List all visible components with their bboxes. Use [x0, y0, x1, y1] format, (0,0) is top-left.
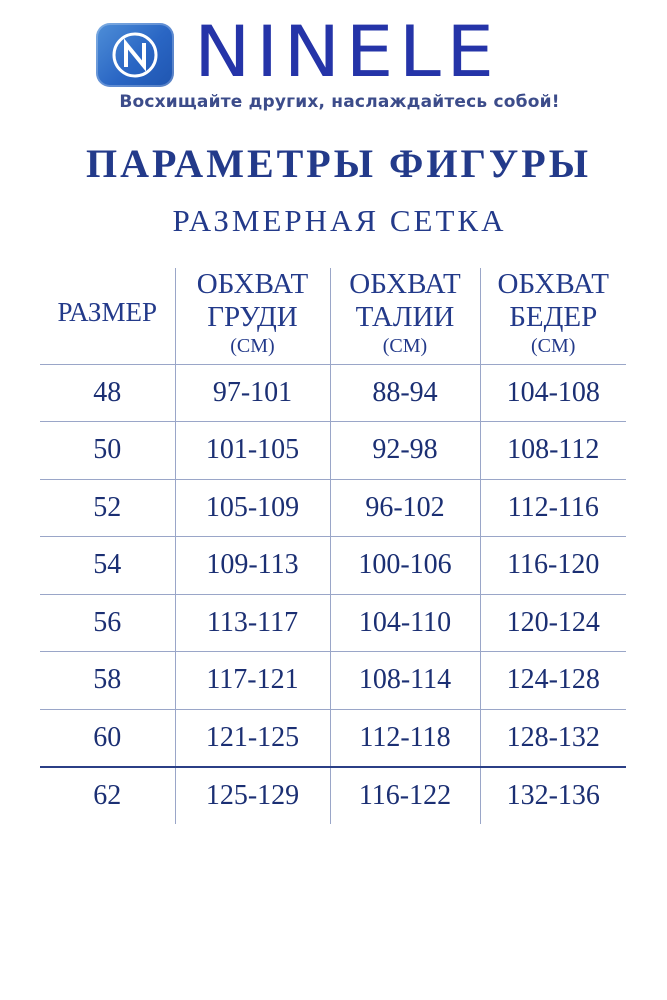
chest-column-header — [175, 268, 330, 364]
waist-cell: 92-98 — [330, 422, 480, 480]
header-line: ОБХВАТ — [196, 268, 309, 300]
hips-column-header — [480, 268, 626, 364]
waist-cell: 88-94 — [330, 364, 480, 422]
header-line: ОБХВАТ — [497, 268, 609, 300]
table-row — [40, 537, 626, 595]
brand-name: NINELE — [194, 11, 500, 93]
table-row — [40, 479, 626, 537]
hips-cell: 112-116 — [480, 479, 626, 537]
size-cell: 56 — [40, 594, 175, 652]
size-cell: 50 — [40, 422, 175, 480]
header-unit: (СМ) — [382, 335, 428, 357]
chest-cell: 109-113 — [175, 537, 330, 595]
table-row — [40, 364, 626, 422]
table-row — [40, 652, 626, 710]
table-row — [40, 767, 626, 825]
hips-cell: 104-108 — [480, 364, 626, 422]
size-cell: 60 — [40, 709, 175, 767]
hips-cell: 132-136 — [480, 767, 626, 825]
table-row — [40, 422, 626, 480]
brand-header — [96, 11, 586, 93]
page-subtitle: РАЗМЕРНАЯ СЕТКА — [172, 203, 507, 238]
chest-cell: 97-101 — [175, 364, 330, 422]
header-line: БЕДЕР — [509, 301, 598, 333]
waist-cell: 96-102 — [330, 479, 480, 537]
chest-cell: 125-129 — [175, 767, 330, 825]
chest-cell: 105-109 — [175, 479, 330, 537]
size-cell: 48 — [40, 364, 175, 422]
waist-cell: 112-118 — [330, 709, 480, 767]
size-cell: 52 — [40, 479, 175, 537]
brand-logo-icon — [96, 23, 174, 87]
size-cell: 62 — [40, 767, 175, 825]
hips-cell: 120-124 — [480, 594, 626, 652]
header-unit: (СМ) — [230, 335, 275, 357]
brand-slogan: Восхищайте других, наслаждайтесь собой! — [119, 92, 560, 112]
chest-cell: 113-117 — [175, 594, 330, 652]
size-cell: 58 — [40, 652, 175, 710]
hips-cell: 108-112 — [480, 422, 626, 480]
size-chart-table — [40, 268, 626, 824]
header-unit: (СМ) — [531, 335, 576, 357]
waist-column-header — [330, 268, 480, 364]
header-line: ТАЛИИ — [355, 301, 455, 333]
chest-cell: 101-105 — [175, 422, 330, 480]
size-cell: 54 — [40, 537, 175, 595]
waist-cell: 104-110 — [330, 594, 480, 652]
waist-cell: 108-114 — [330, 652, 480, 710]
page-title: ПАРАМЕТРЫ ФИГУРЫ — [85, 141, 591, 186]
waist-cell: 100-106 — [330, 537, 480, 595]
hips-cell: 128-132 — [480, 709, 626, 767]
size-column-header: РАЗМЕР — [57, 297, 157, 328]
header-line: ОБХВАТ — [349, 268, 461, 300]
chest-cell: 117-121 — [175, 652, 330, 710]
table-row — [40, 594, 626, 652]
header-line: ГРУДИ — [207, 301, 298, 333]
hips-cell: 116-120 — [480, 537, 626, 595]
hips-cell: 124-128 — [480, 652, 626, 710]
table-header-row — [40, 268, 626, 364]
waist-cell: 116-122 — [330, 767, 480, 825]
chest-cell: 121-125 — [175, 709, 330, 767]
table-row — [40, 709, 626, 767]
